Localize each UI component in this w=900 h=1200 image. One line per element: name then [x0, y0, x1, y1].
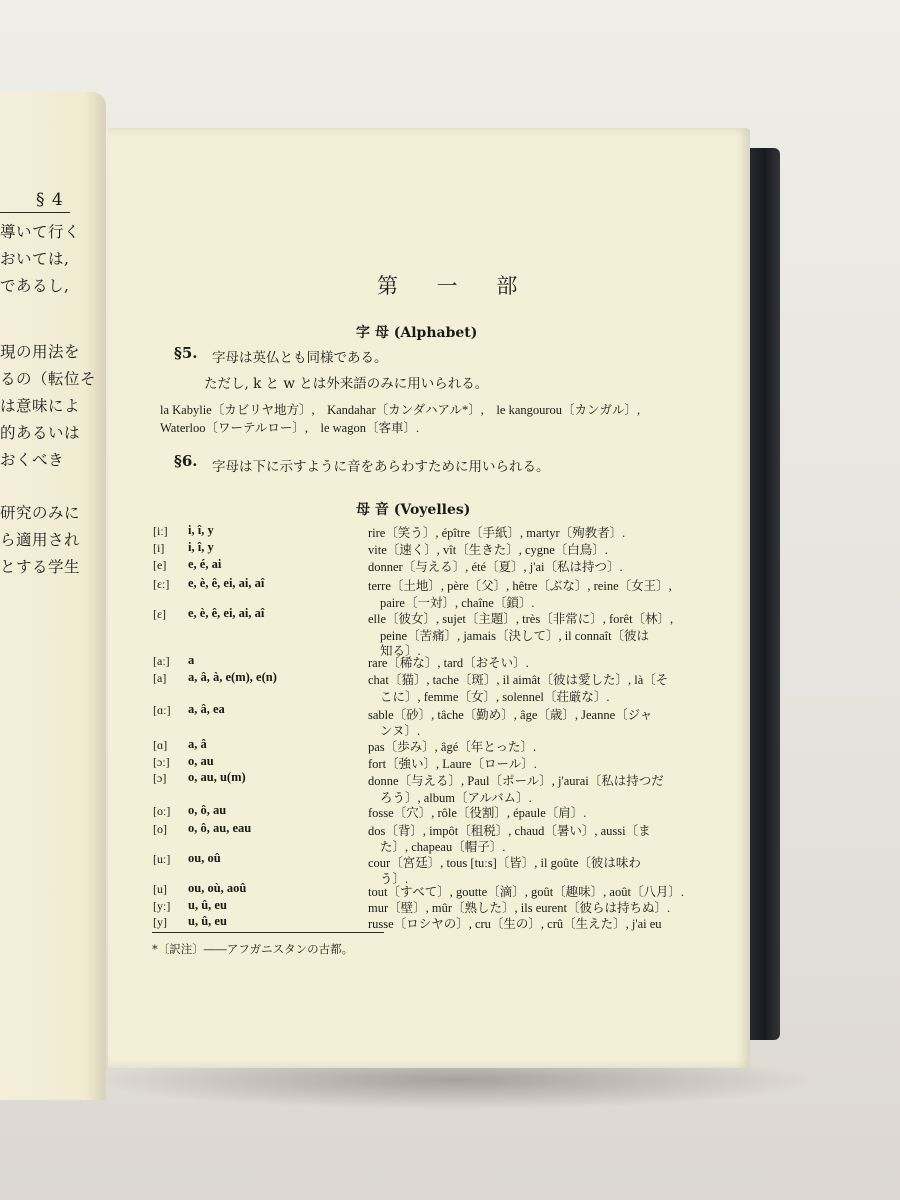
vowel-ipa: [ɑ]	[153, 738, 168, 752]
vowel-example: rare〔稀な〕, tard〔おそい〕.	[368, 656, 529, 670]
vowel-example: う〕.	[380, 872, 409, 886]
vowel-spelling: e, é, ai	[188, 557, 222, 571]
section-5-example-2: Waterloo〔ワーテルロー〕, le wagon〔客車〕.	[160, 421, 420, 435]
vowel-example: cour〔宮廷〕, tous [tuːs]〔皆〕, il goûte〔彼は味わ	[368, 856, 641, 870]
vowel-example: terre〔土地〕, père〔父〕, hêtre〔ぶな〕, reine〔女王〕,	[368, 579, 672, 593]
vowel-spelling: a, â, à, e(m), e(n)	[188, 670, 277, 684]
left-line: とする学生	[0, 558, 81, 576]
vowel-spelling: o, ô, au, eau	[188, 821, 252, 835]
vowel-example: ンヌ〕.	[380, 724, 421, 738]
vowel-spelling: a, â, ea	[188, 702, 225, 716]
vowel-spelling: ou, où, aoû	[188, 881, 247, 895]
vowel-spelling: i, î, y	[188, 540, 214, 554]
vowel-ipa: [a]	[153, 671, 167, 685]
vowel-example: fort〔強い〕, Laure〔ロール〕.	[368, 757, 537, 771]
vowel-example: tout〔すべて〕, goutte〔滴〕, goût〔趣味〕, août〔八月〕.	[368, 885, 685, 899]
vowel-ipa: [aː]	[153, 654, 170, 668]
vowel-spelling: o, au, u(m)	[188, 770, 246, 784]
vowel-example: donner〔与える〕, été〔夏〕, j'ai〔私は持つ〕.	[368, 560, 623, 574]
left-line: であるし,	[0, 277, 70, 295]
section-5-line2: ただし, k と w とは外来語のみに用いられる。	[204, 376, 489, 392]
section-5-number: §5.	[174, 344, 198, 362]
vowel-spelling: a	[188, 653, 195, 667]
vowel-ipa: [i]	[153, 541, 165, 555]
vowel-spelling: o, ô, au	[188, 803, 227, 817]
left-line: 研究のみに	[0, 504, 81, 522]
footnote-rule	[152, 932, 384, 933]
section-6-number: §6.	[174, 452, 198, 470]
section-5-text: 字母は英仏とも同様である。	[212, 350, 388, 366]
left-line: ら適用され	[0, 531, 81, 549]
vowel-ipa: [e]	[153, 558, 167, 572]
vowels-heading: 母 音 (Voyelles)	[356, 502, 471, 518]
vowel-example: dos〔背〕, impôt〔租税〕, chaud〔暑い〕, aussi〔ま	[368, 824, 651, 838]
vowel-ipa: [ɛː]	[153, 577, 170, 591]
left-line: おいては,	[0, 250, 70, 268]
vowel-example: elle〔彼女〕, sujet〔主題〕, très〔非常に〕, forêt〔林〕,	[368, 612, 674, 626]
vowel-example: ろう〕, album〔アルバム〕.	[380, 791, 532, 805]
vowel-example: fosse〔穴〕, rôle〔役割〕, épaule〔肩〕.	[368, 806, 587, 820]
footnote: *〔訳注〕――アフガニスタンの古都。	[152, 942, 354, 956]
vowel-ipa: [uː]	[153, 852, 171, 866]
vowel-ipa: [ɛ]	[153, 607, 167, 621]
vowel-example: mur〔壁〕, mûr〔熟した〕, ils eurent〔彼らは持ちぬ〕.	[368, 901, 671, 915]
left-page-header: § 4	[36, 190, 64, 210]
vowel-ipa: [o]	[153, 822, 167, 836]
left-line: 的あるいは	[0, 424, 81, 442]
vowel-example: peine〔苦痛〕, jamais〔決して〕, il connaît〔彼は	[380, 629, 650, 643]
vowel-spelling: o, au	[188, 754, 214, 768]
vowel-ipa: [yː]	[153, 899, 171, 913]
vowel-spelling: a, â	[188, 737, 207, 751]
vowel-example: paire〔一対〕, chaîne〔鎖〕.	[380, 596, 535, 610]
vowel-ipa: [u]	[153, 882, 167, 896]
vowel-spelling: u, û, eu	[188, 898, 227, 912]
left-header-rule	[0, 212, 70, 213]
vowel-ipa: [ɔ]	[153, 771, 167, 785]
part-title: 第 一 部	[377, 274, 534, 298]
vowel-spelling: u, û, eu	[188, 914, 227, 928]
vowel-spelling: e, è, ê, ei, ai, aî	[188, 576, 265, 590]
left-page	[0, 92, 106, 1100]
left-line: は意味によ	[0, 397, 81, 415]
vowel-example: donne〔与える〕, Paul〔ポール〕, j'aurai〔私は持つだ	[368, 774, 664, 788]
left-line: おくべき	[0, 451, 65, 469]
vowel-spelling: e, è, ê, ei, ai, aî	[188, 606, 265, 620]
vowel-example: rire〔笑う〕, épître〔手紙〕, martyr〔殉教者〕.	[368, 526, 626, 540]
vowel-example: pas〔歩み〕, âgé〔年とった〕.	[368, 740, 537, 754]
vowel-example: 知る〕.	[380, 644, 421, 658]
vowel-spelling: ou, oû	[188, 851, 221, 865]
vowel-example: vite〔速く〕, vît〔生きた〕, cygne〔白鳥〕.	[368, 543, 608, 557]
alphabet-heading: 字 母 (Alphabet)	[356, 325, 478, 341]
vowel-ipa: [y]	[153, 915, 167, 929]
vowel-example: chat〔猫〕, tache〔斑〕, il aimât〔彼は愛した〕, là〔そ	[368, 673, 669, 687]
section-6-text: 字母は下に示すように音をあらわすために用いられる。	[212, 459, 550, 475]
left-line: 導いて行く	[0, 223, 81, 241]
vowel-spelling: i, î, y	[188, 523, 214, 537]
vowel-ipa: [iː]	[153, 524, 168, 538]
vowel-ipa: [ɔː]	[153, 755, 170, 769]
vowel-ipa: [ɑː]	[153, 703, 171, 717]
vowel-example: こに〕, femme〔女〕, solennel〔荘厳な〕.	[380, 690, 610, 704]
left-line: 現の用法を	[0, 343, 81, 361]
vowel-example: た〕, chapeau〔帽子〕.	[380, 840, 506, 854]
vowel-ipa: [oː]	[153, 804, 171, 818]
section-5-example-1: la Kabylie〔カビリヤ地方〕, Kandahar〔カンダハアル*〕, le kangourou〔カンガル〕,	[160, 403, 641, 417]
left-line: るの（転位そ	[0, 370, 97, 388]
vowel-example: sable〔砂〕, tâche〔勤め〕, âge〔歳〕, Jeanne〔ジャ	[368, 708, 653, 722]
vowel-example: russe〔ロシヤの〕, cru〔生の〕, crû〔生えた〕, j'ai eu	[368, 917, 662, 931]
